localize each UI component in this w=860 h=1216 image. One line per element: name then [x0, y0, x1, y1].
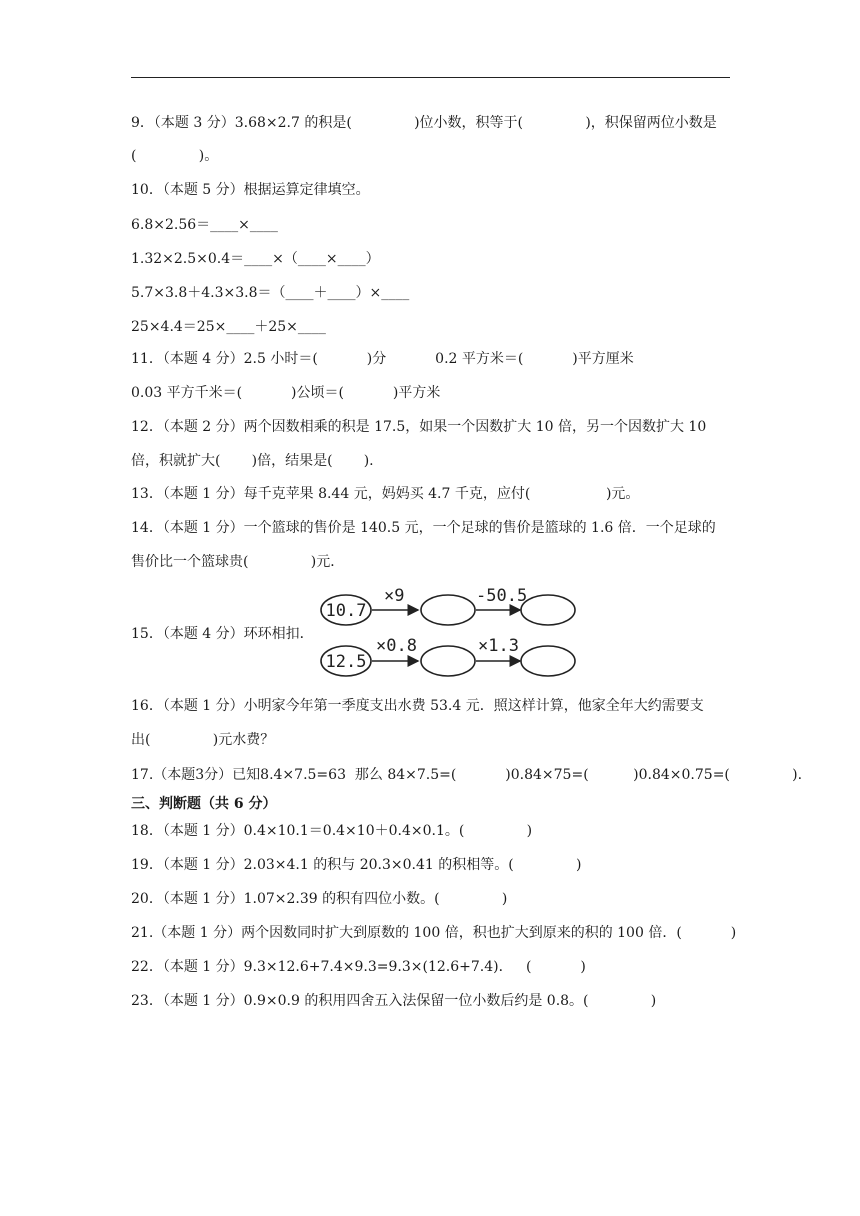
question-9-line-2: ( )。 [131, 148, 219, 164]
question-11-line-2: 0.03 平方千米＝( )公顷＝( )平方米 [131, 385, 441, 401]
question-14-line-2: 售价比一个篮球贵( )元． [131, 554, 345, 570]
question-14-line-1: 14．（本题 1 分）一个篮球的售价是 140.5 元，一个足球的售价是篮球的 1.6 倍．一个足球的 [131, 520, 716, 536]
section-3-title: 三、判断题（共 6 分） [131, 796, 277, 812]
question-9-line-1: 9．（本题 3 分）3.68×2.7 的积是( )位小数，积等于( )，积保留两位小数是 [131, 115, 717, 131]
row2-blank-2[interactable] [521, 646, 575, 676]
judgment-20: 20．（本题 1 分）1.07×2.39 的积有四位小数。( ) [131, 891, 508, 907]
judgment-23: 23．（本题 1 分）0.9×0.9 的积用四舍五入法保留一位小数后约是 0.8。( ) [131, 993, 657, 1009]
question-15-line-1: 15．（本题 4 分）环环相扣． [131, 626, 314, 642]
header-rule [131, 77, 730, 78]
row2-blank-1[interactable] [421, 646, 475, 676]
row1-op2: -50.5 [476, 586, 528, 606]
question-10-line-4: 5.7×3.8＋4.3×3.8＝（____＋____）×____ [131, 285, 410, 301]
question-17-line-1: 17.（本题3分）已知8.4×7.5=63 那么 84×7.5=( )0.84×75=( )0.84×0.75=( ). [131, 767, 803, 783]
row1-op1: ×9 [384, 586, 405, 606]
chain-diagram [318, 584, 580, 684]
row2-op2: ×1.3 [478, 636, 519, 656]
judgment-21: 21.（本题 1 分）两个因数同时扩大到原数的 100 倍，积也扩大到原来的积的 100 倍．( ) [131, 925, 737, 941]
row1-start-value: 10.7 [325, 601, 367, 621]
row1-blank-1[interactable] [421, 595, 475, 625]
row2-start-value: 12.5 [325, 652, 367, 672]
question-13-line-1: 13．（本题 1 分）每千克苹果 8.44 元，妈妈买 4.7 千克，应付( )元。 [131, 486, 640, 502]
question-11-line-1: 11．（本题 4 分）2.5 小时＝( )分 0.2 平方米＝( )平方厘米 [131, 351, 634, 367]
question-10-line-1: 10．（本题 5 分）根据运算定律填空。 [131, 182, 370, 198]
judgment-18: 18．（本题 1 分）0.4×10.1＝0.4×10＋0.4×0.1。( ) [131, 823, 533, 839]
question-10-line-3: 1.32×2.5×0.4＝____×（____×____） [131, 251, 380, 267]
judgment-22: 22．（本题 1 分）9.3×12.6+7.4×9.3=9.3×(12.6+7.4)． ( ) [131, 959, 586, 975]
judgment-19: 19．（本题 1 分）2.03×4.1 的积与 20.3×0.41 的积相等。( ) [131, 857, 582, 873]
question-12-line-2: 倍，积就扩大( )倍，结果是( ). [131, 453, 374, 469]
question-10-line-5: 25×4.4＝25×____＋25×____ [131, 319, 326, 335]
row2-op1: ×0.8 [376, 636, 417, 656]
question-16-line-2: 出( )元水费？ [131, 732, 275, 748]
row1-blank-2[interactable] [521, 595, 575, 625]
question-10-line-2: 6.8×2.56＝____×____ [131, 217, 278, 233]
question-12-line-1: 12．（本题 2 分）两个因数相乘的积是 17.5，如果一个因数扩大 10 倍，另一个因数扩大 10 [131, 419, 707, 435]
question-16-line-1: 16．（本题 1 分）小明家今年第一季度支出水费 53.4 元．照这样计算，他家全年大约需要支 [131, 698, 704, 714]
